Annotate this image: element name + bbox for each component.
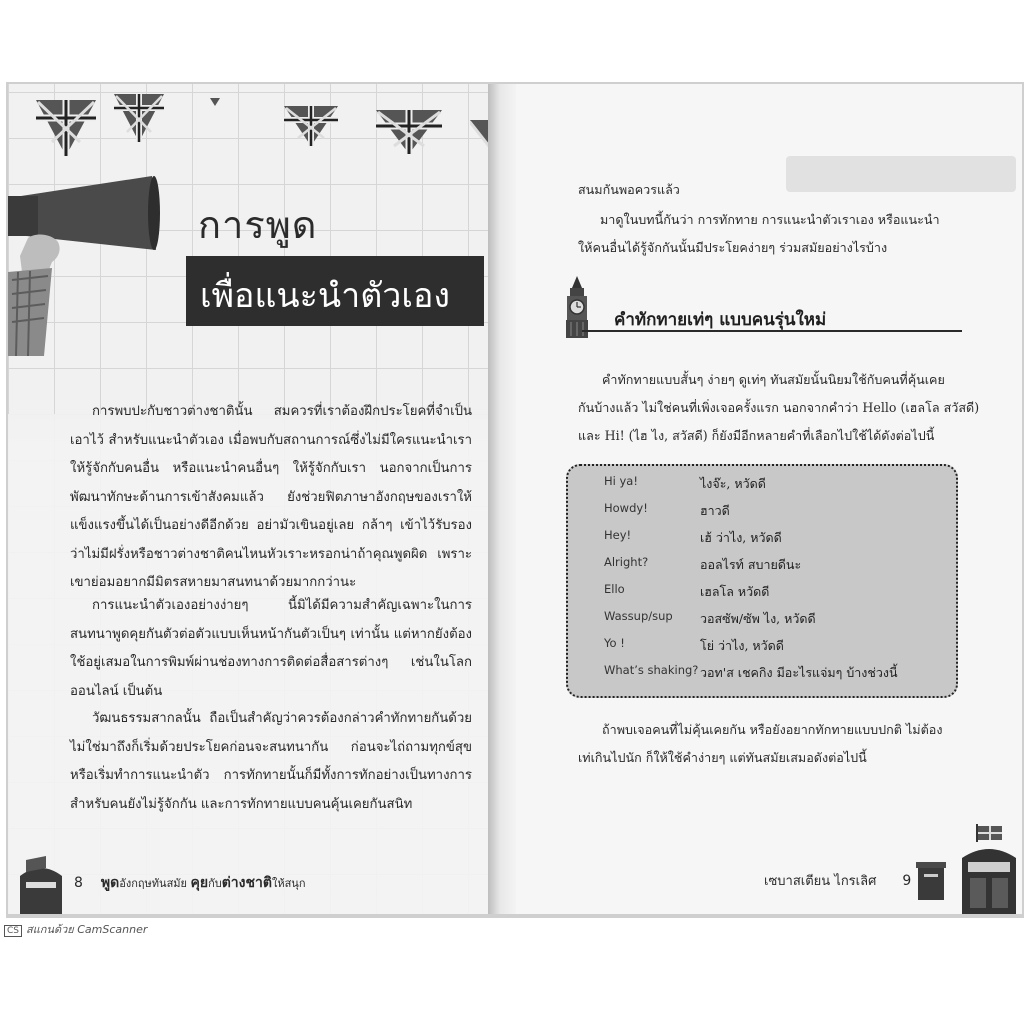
phone-booth-icon	[16, 854, 66, 914]
greeting-row	[568, 582, 956, 608]
greeting-english: What’s shaking?	[604, 663, 699, 677]
bleed-through	[786, 156, 1016, 192]
greeting-english: Alright?	[604, 555, 649, 569]
watermark-text: สแกนด้วย CamScanner	[26, 923, 148, 936]
greeting-thai: ออลไรท์ สบายดีนะ	[700, 557, 802, 572]
footer-text: ต่างชาติ	[221, 875, 272, 891]
greeting-row	[568, 663, 956, 689]
author-name: เซบาสเตียน ไกรเลิศ	[764, 874, 877, 889]
union-jack-flag-icon	[36, 84, 96, 158]
big-ben-icon	[562, 276, 592, 338]
footer-text: พูด	[100, 875, 120, 891]
footer-text: ให้สนุก	[271, 877, 306, 890]
greeting-row	[568, 501, 956, 527]
page-number: 8	[74, 875, 83, 891]
page-footer	[74, 872, 305, 894]
greeting-thai: เฮลโล หวัดดี	[700, 584, 770, 599]
megaphone-icon	[8, 176, 168, 356]
camscanner-badge: CS	[4, 925, 22, 937]
footer-text: กับ	[208, 877, 222, 890]
postbox-icon	[914, 860, 948, 900]
greeting-english: Ello	[604, 582, 625, 596]
greeting-english: Hi ya!	[604, 474, 638, 488]
greeting-english: Howdy!	[604, 501, 648, 515]
greeting-thai: ฮาวดี	[700, 503, 730, 518]
union-jack-flag-icon	[376, 84, 442, 154]
bunting-knot-icon	[210, 98, 220, 108]
section-divider	[582, 330, 962, 332]
greeting-row	[568, 474, 956, 500]
greeting-thai: โย่ ว่าไง, หวัดดี	[700, 638, 784, 653]
text-line: เท่เกินไปนัก ก็ให้ใช้คำง่ายๆ แต่ทันสมัยเสมอดังต่อไปนี้	[578, 750, 867, 765]
page-subtitle: เพื่อแนะนำตัวเอง	[200, 276, 451, 316]
greeting-thai: เฮ้ ว่าไง, หวัดดี	[700, 530, 782, 545]
greeting-english: Wassup/sup	[604, 609, 673, 623]
greeting-english: Yo !	[604, 636, 625, 650]
paragraph-3	[70, 705, 472, 819]
greeting-english: Hey!	[604, 528, 632, 542]
greeting-row	[568, 555, 956, 581]
union-jack-flag-icon	[114, 84, 164, 144]
section-title: คำทักทายเท่ๆ แบบคนรุ่นใหม่	[614, 310, 827, 330]
union-jack-flag-icon	[284, 84, 338, 146]
greeting-thai: ไงจ๊ะ, หวัดดี	[700, 476, 766, 491]
paragraph-text: การแนะนำตัวเองอย่างง่ายๆ นี้มิได้มีความสำคัญเฉพาะในการสนทนาพูดคุยกันตัวต่อตัวแบบเห็นหน้ากันตัวเป็นๆ เท่านั้น แต่หากยังต้องใช้อยู่เสมอในการพิมพ์ผ่านช่องทางการติดต่อสื่อสารต่างๆ เช่นในโลกออนไลน์ เป็นต้น	[70, 598, 472, 699]
scanner-watermark	[4, 920, 147, 938]
greeting-row	[568, 609, 956, 635]
greeting-row	[568, 528, 956, 554]
footer-text: อังกฤษทันสมัย	[119, 877, 191, 890]
text-line: คำทักทายแบบสั้นๆ ง่ายๆ ดูเท่ๆ ทันสมัยนั้นนิยมใช้กับคนที่คุ้นเคย	[602, 372, 945, 387]
greeting-thai: วอท'ส เชคกิง มีอะไรแจ่มๆ บ้างช่วงนี้	[700, 665, 898, 680]
text-line: และ Hi! (ไฮ ไง, สวัสดี) ก็ยังมีอีกหลายคำที่เลือกไปใช้ได้ดังต่อไปนี้	[578, 428, 935, 443]
footer-text: คุย	[190, 875, 209, 891]
text-line: ถ้าพบเจอคนที่ไม่คุ้นเคยกัน หรือยังอยากทักทายแบบปกติ ไม่ต้อง	[602, 722, 943, 737]
phone-booth-icon	[956, 824, 1022, 914]
paragraph-1	[70, 398, 472, 598]
paragraph-text: การพบปะกับชาวต่างชาตินั้น สมควรที่เราต้องฝึกประโยคที่จำเป็นเอาไว้ สำหรับแนะนำตัวเอง เมื่อพบกับสถานการณ์ซึ่งไม่มีใครแนะนำเราให้รู้จักกับคนอื่น หรือแนะนำคนอื่นๆ ให้รู้จักกับเรา นอกจากเป็นการพัฒนาทักษะด้านการเข้าสังคมแล้ว ยังช่วยฟิตภาษาอังกฤษของเราให้แข็งแรงขึ้นได้เป็นอย่างดีอีกด้วย อย่ามัวเขินอยู่เลย กล้าๆ เข้าไว้รับรองว่าไม่มีฝรั่งหรือชาวต่างชาติคนไหนหัวเราะหรอกน่าถ้าคุณพูดผิด เพราะเขาย่อมอยากมีมิตรสหายมาสนทนาด้วยมากกว่านะ	[70, 404, 472, 590]
greeting-thai: วอสซัพ/ซัพ ไง, หวัดดี	[700, 611, 816, 626]
greetings-box	[566, 464, 958, 698]
greeting-row	[568, 636, 956, 662]
text-line: มาดูในบทนี้กันว่า การทักทาย การแนะนำตัวเราเอง หรือแนะนำ	[600, 212, 940, 227]
scan-margin	[0, 0, 1024, 82]
paragraph-2	[70, 592, 472, 706]
book-gutter	[488, 84, 518, 914]
page-number: 9	[902, 873, 912, 889]
text-line: ให้คนอื่นได้รู้จักกันนั้นมีประโยคง่ายๆ ร่วมสมัยอย่างไรบ้าง	[578, 240, 888, 255]
right-page	[516, 84, 1022, 914]
page-title: การพูด	[198, 203, 318, 247]
text-line: สนมกันพอควรแล้ว	[578, 182, 680, 197]
paragraph-text: วัฒนธรรมสากลนั้น ถือเป็นสำคัญว่าควรต้องกล่าวคำทักทายกันด้วย ไม่ใช่มาถึงก็เริ่มด้วยประโยคก่อนจะสนทนากัน ก่อนจะไถ่ถามทุกข์สุข หรือเริ่มทำการแนะนำตัว การทักทายนั้นก็มีทั้งการทักอย่างเป็นทางการสำหรับคนยังไม่รู้จักกัน และการทักทายแบบคนคุ้นเคยกันสนิท	[70, 711, 472, 812]
left-page	[8, 84, 494, 914]
page-footer	[764, 870, 911, 891]
text-line: กันบ้างแล้ว ไม่ใช่คนที่เพิ่งเจอครั้งแรก นอกจากคำว่า Hello (เฮลโล สวัสดี)	[578, 400, 980, 415]
